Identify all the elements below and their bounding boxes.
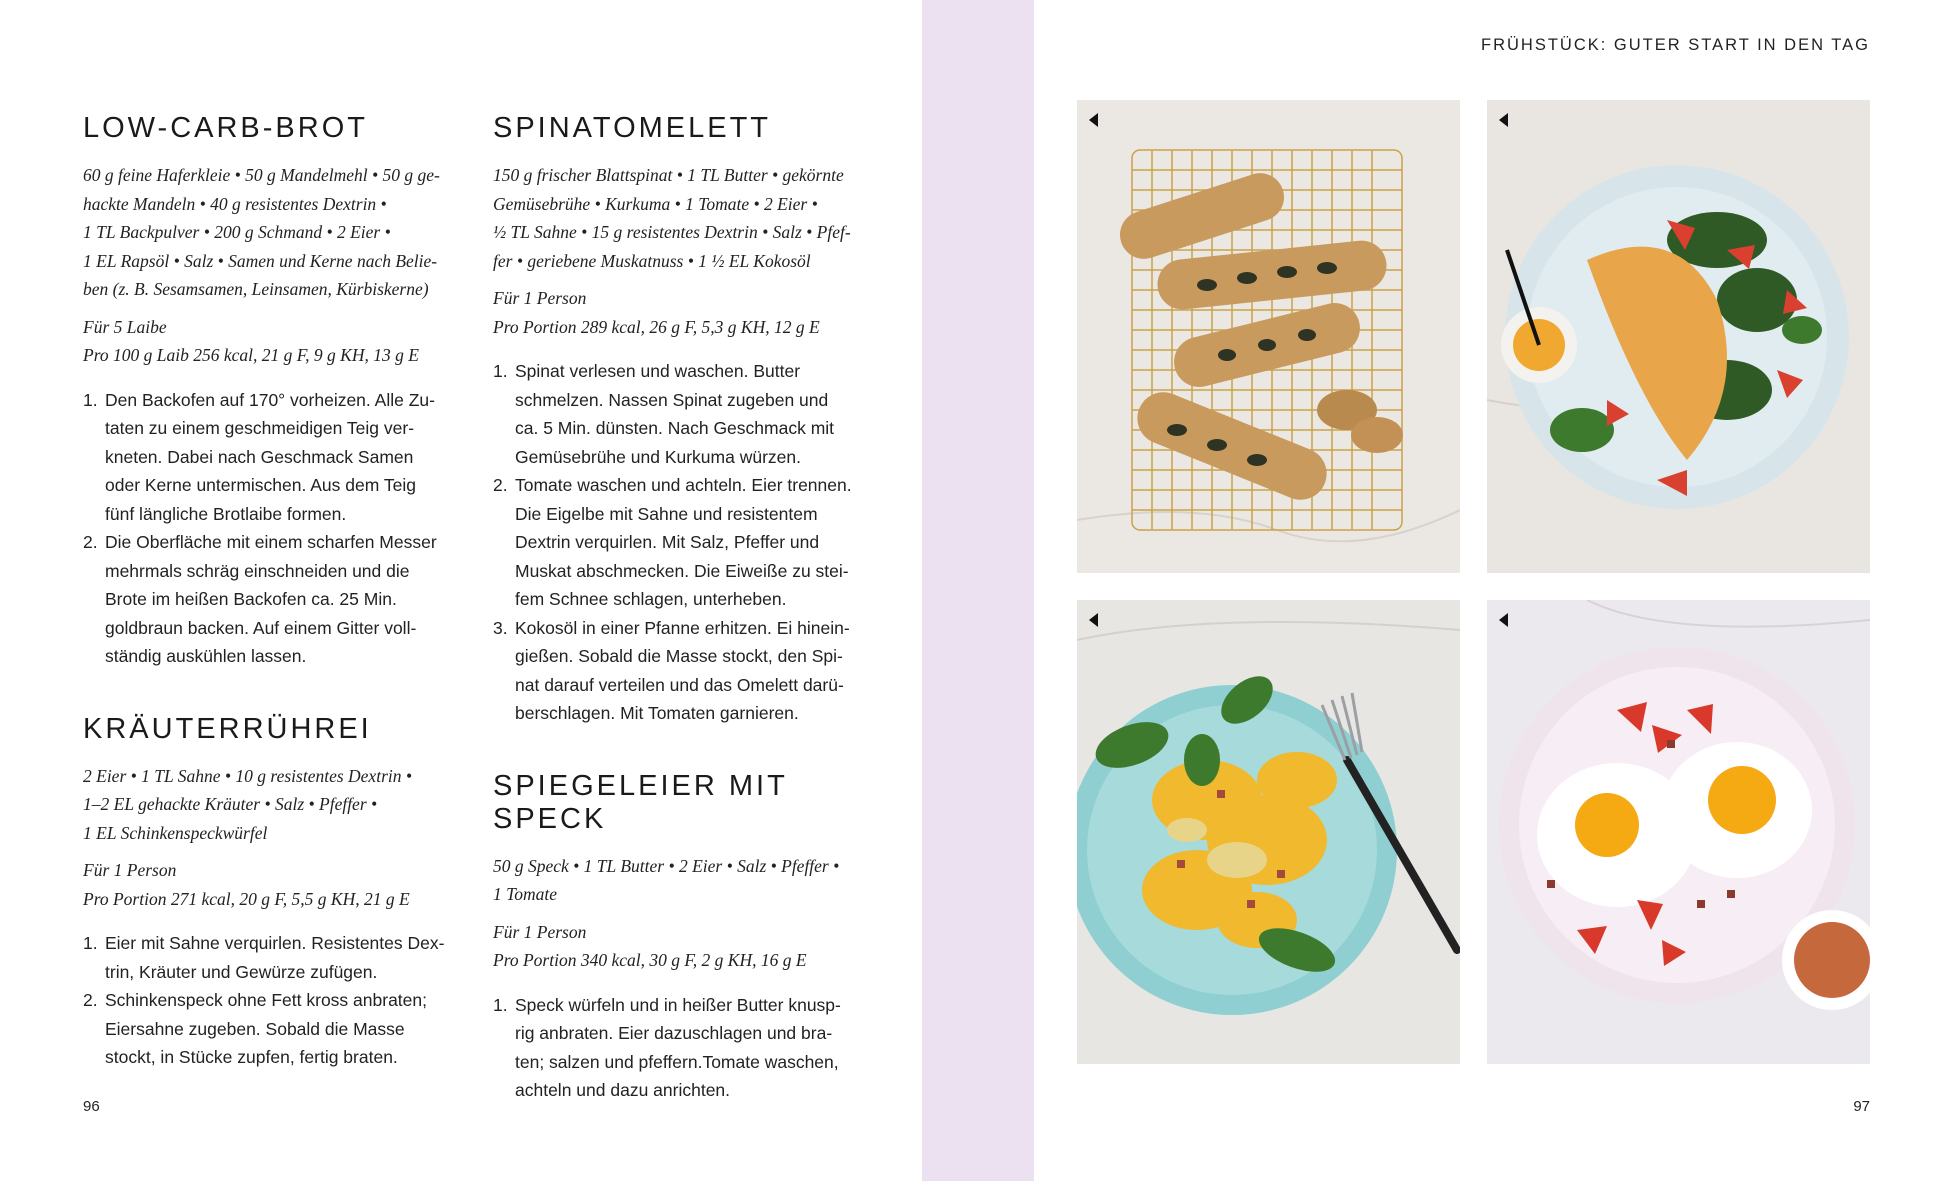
- step-line: Brote im heißen Backofen ca. 25 Min.: [105, 589, 397, 609]
- nutrition: Pro Portion 289 kcal, 26 g F, 5,3 g KH, 12 g E: [493, 316, 820, 337]
- step-line: trin, Kräuter und Gewürze zufügen.: [105, 961, 378, 982]
- step-line: gießen. Sobald die Masse stockt, den Spi-: [515, 646, 843, 666]
- step-line: oder Kerne untermischen. Aus dem Teig: [105, 475, 416, 495]
- step: [493, 357, 883, 471]
- steps: [493, 991, 883, 1105]
- running-head: FRÜHSTÜCK: GUTER START IN DEN TAG: [1481, 36, 1870, 54]
- step-line: taten zu einem geschmeidigen Teig ver-: [105, 418, 415, 438]
- ingredient-line: fer • geriebene Muskatnuss • 1 ½ EL Kokosöl: [493, 250, 811, 271]
- recipe-meta: [493, 284, 883, 341]
- servings: Für 5 Laibe: [83, 316, 167, 337]
- steps: [493, 357, 883, 728]
- step-line: ständig auskühlen lassen.: [105, 646, 307, 666]
- recipe-spiegeleier-mit-speck: [493, 770, 883, 1105]
- recipe-meta: [83, 313, 473, 370]
- ingredients: [493, 161, 883, 275]
- step: [493, 614, 883, 728]
- ingredients: [83, 762, 473, 848]
- step-line: Eier mit Sahne verquirlen. Resistentes Dex-: [105, 933, 445, 953]
- ingredient-line: 1 EL Rapsöl • Salz • Samen und Kerne nach Belie-: [83, 250, 438, 271]
- step-line: Die Eigelbe mit Sahne und resistentem: [515, 503, 818, 524]
- ingredient-line: ben (z. B. Sesamsamen, Leinsamen, Kürbiskerne): [83, 279, 429, 299]
- servings: Für 1 Person: [83, 860, 177, 880]
- ingredient-line: 150 g frischer Blattspinat • 1 TL Butter • gekörnte: [493, 165, 844, 185]
- step-line: Tomate waschen und achteln. Eier trennen.: [515, 475, 852, 495]
- recipe-title: LOW-CARB-BROT: [83, 112, 368, 144]
- step-line: goldbraun backen. Auf einem Gitter voll-: [105, 617, 417, 638]
- fried-eggs-photo-icon: [1487, 600, 1870, 1064]
- step: [83, 929, 473, 986]
- photo-marker-icon: [1089, 113, 1098, 127]
- recipe-title: SPINATOMELETT: [493, 112, 772, 144]
- page-number-right: 97: [1853, 1098, 1870, 1115]
- recipe-meta: [83, 856, 473, 913]
- step-line: Die Oberfläche mit einem scharfen Messer: [105, 532, 437, 552]
- ingredients: [83, 161, 473, 304]
- step-number: 2.: [83, 990, 98, 1010]
- recipe-kraeuterruehrei: [83, 713, 473, 1072]
- step: [83, 386, 473, 529]
- recipe-meta: [493, 918, 883, 975]
- photo-marker-icon: [1499, 613, 1508, 627]
- step-line: Muskat abschmecken. Die Eiweiße zu stei-: [515, 560, 849, 581]
- step: [83, 986, 473, 1072]
- step-line: Eiersahne zugeben. Sobald die Masse: [105, 1018, 405, 1039]
- step-line: Dextrin verquirlen. Mit Salz, Pfeffer und: [515, 532, 820, 552]
- step-line: stockt, in Stücke zupfen, fertig braten.: [105, 1047, 398, 1067]
- step-line: Spinat verlesen und waschen. Butter: [515, 361, 801, 381]
- ingredient-line: 1 TL Backpulver • 200 g Schmand • 2 Eier •: [83, 222, 391, 242]
- step-number: 2.: [493, 475, 508, 495]
- ingredient-line: 1–2 EL gehackte Kräuter • Salz • Pfeffer •: [83, 794, 378, 814]
- recipe-title: KRÄUTERRÜHREI: [83, 712, 372, 745]
- ingredients: [493, 852, 883, 909]
- steps: [83, 386, 473, 671]
- step-line: berschlagen. Mit Tomaten garnieren.: [515, 703, 799, 723]
- step-number: 1.: [493, 361, 508, 381]
- book-spine: [922, 0, 1034, 1181]
- step-line: ca. 5 Min. dünsten. Nach Geschmack mit: [515, 418, 835, 438]
- omelette-photo-icon: [1487, 100, 1870, 573]
- step-number: 2.: [83, 532, 98, 552]
- servings: Für 1 Person: [493, 921, 587, 942]
- recipe-spinatomelett: [493, 112, 883, 728]
- ingredient-line: 2 Eier • 1 TL Sahne • 10 g resistentes Dextrin •: [83, 765, 412, 786]
- photo-marker-icon: [1499, 113, 1508, 127]
- left-column: [83, 112, 473, 1106]
- step: [493, 991, 883, 1105]
- step-line: Den Backofen auf 170° vorheizen. Alle Zu-: [105, 389, 435, 410]
- servings: Für 1 Person: [493, 288, 587, 308]
- step-line: Gemüsebrühe und Kurkuma würzen.: [515, 446, 801, 467]
- ingredient-line: 1 Tomate: [493, 884, 558, 904]
- bread-photo-icon: [1077, 100, 1460, 573]
- step-line: nat darauf verteilen und das Omelett darü-: [515, 674, 844, 695]
- photo-marker-icon: [1089, 613, 1098, 627]
- scrambled-eggs-photo-icon: [1077, 600, 1460, 1064]
- nutrition: Pro Portion 340 kcal, 30 g F, 2 g KH, 16 g E: [493, 950, 807, 970]
- recipe-title: SPIEGELEIER MIT SPECK: [493, 769, 788, 835]
- step-line: Kokosöl in einer Pfanne erhitzen. Ei hinein-: [515, 617, 850, 638]
- page-number-left: 96: [83, 1098, 100, 1115]
- nutrition: Pro Portion 271 kcal, 20 g F, 5,5 g KH, 21 g E: [83, 888, 410, 909]
- step-line: rig anbraten. Eier dazuschlagen und bra-: [515, 1023, 833, 1043]
- step-number: 1.: [83, 389, 98, 410]
- right-text-column: [493, 112, 883, 1139]
- ingredient-line: ½ TL Sahne • 15 g resistentes Dextrin • Salz • Pfef-: [493, 222, 851, 242]
- ingredient-line: 1 EL Schinkenspeckwürfel: [83, 822, 268, 843]
- step-line: fünf längliche Brotlaibe formen.: [105, 503, 347, 524]
- step-line: fem Schnee schlagen, unterheben.: [515, 589, 787, 609]
- ingredient-line: 50 g Speck • 1 TL Butter • 2 Eier • Salz • Pfeffer •: [493, 855, 840, 876]
- step-line: Schinkenspeck ohne Fett kross anbraten;: [105, 990, 427, 1010]
- nutrition: Pro 100 g Laib 256 kcal, 21 g F, 9 g KH, 13 g E: [83, 345, 419, 365]
- step-line: achteln und dazu anrichten.: [515, 1080, 731, 1100]
- steps: [83, 929, 473, 1072]
- step-number: 1.: [83, 933, 98, 953]
- step-line: kneten. Dabei nach Geschmack Samen: [105, 446, 414, 467]
- ingredient-line: 60 g feine Haferkleie • 50 g Mandelmehl • 50 g ge-: [83, 165, 440, 185]
- ingredient-line: Gemüsebrühe • Kurkuma • 1 Tomate • 2 Eier •: [493, 193, 818, 214]
- step: [83, 528, 473, 671]
- step-line: schmelzen. Nassen Spinat zugeben und: [515, 389, 829, 410]
- recipe-low-carb-brot: [83, 112, 473, 671]
- step-line: Speck würfeln und in heißer Butter knusp-: [515, 994, 841, 1015]
- step-number: 3.: [493, 617, 508, 638]
- step-line: mehrmals schräg einschneiden und die: [105, 560, 410, 581]
- step-number: 1.: [493, 994, 508, 1015]
- step-line: ten; salzen und pfeffern.Tomate waschen,: [515, 1051, 839, 1072]
- step: [493, 471, 883, 614]
- ingredient-line: hackte Mandeln • 40 g resistentes Dextrin •: [83, 193, 387, 214]
